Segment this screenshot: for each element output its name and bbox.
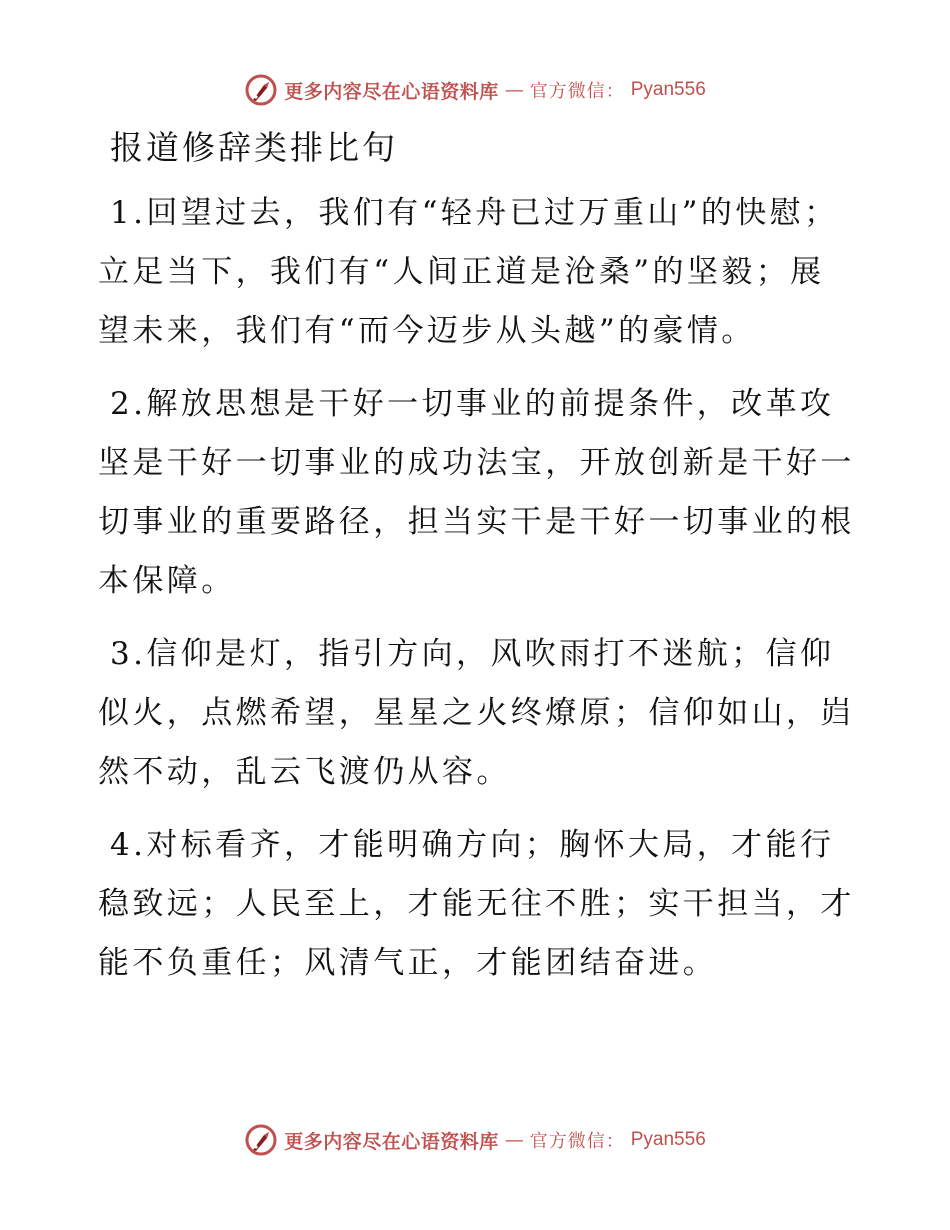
document-title: 报道修辞类排比句 <box>110 128 398 167</box>
paragraph-2: 2.解放思想是干好一切事业的前提条件，改革攻坚是干好一切事业的成功法宝，开放创新是干好一切事业的重要路径，担当实干是干好一切事业的根本保障。 <box>98 386 855 599</box>
page-footer <box>0 1120 950 1160</box>
header-brand-text: 更多内容尽在心语资料库 <box>284 80 499 103</box>
footer-wechat-label: 官方微信： <box>529 1131 625 1152</box>
footer-separator: — <box>504 1129 524 1151</box>
header-brand <box>244 73 706 107</box>
pen-nib-logo-icon <box>244 73 278 107</box>
header-wechat-id: Pyan556 <box>630 79 706 100</box>
paragraph-4: 4.对标看齐，才能明确方向；胸怀大局，才能行稳致远；人民至上，才能无往不胜；实干担当，才能不负重任；风清气正，才能团结奋进。 <box>98 827 855 981</box>
page-header <box>0 70 950 110</box>
footer-wechat-id: Pyan556 <box>630 1129 706 1150</box>
document-body <box>98 120 858 1007</box>
paragraph-3: 3.信仰是灯，指引方向，风吹雨打不迷航；信仰似火，点燃希望，星星之火终燎原；信仰如山，岿然不动，乱云飞渡仍从容。 <box>98 636 855 790</box>
footer-brand-text: 更多内容尽在心语资料库 <box>284 1130 499 1153</box>
header-separator: — <box>504 79 524 101</box>
paragraph-1: 1.回望过去，我们有“轻舟已过万重山”的快慰；立足当下，我们有“人间正道是沧桑”的坚毅；展望未来，我们有“而今迈步从头越”的豪情。 <box>98 195 839 349</box>
footer-brand <box>244 1123 706 1157</box>
header-wechat-label: 官方微信： <box>529 81 625 102</box>
pen-nib-logo-icon <box>244 1123 278 1157</box>
